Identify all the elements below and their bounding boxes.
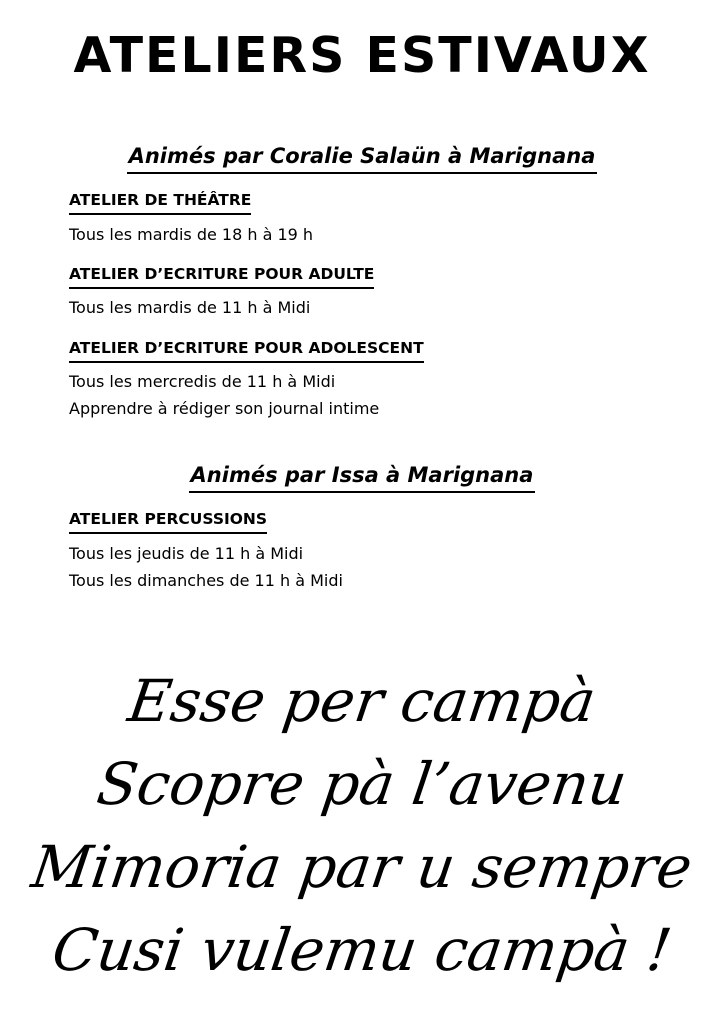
section-heading-issa: [0, 460, 724, 493]
poem-line-1: Esse per campà: [124, 667, 600, 735]
section-heading-text: Animés par Issa à Marignana: [189, 462, 536, 493]
atelier-title-percussions: ATELIER PERCUSSIONS: [69, 509, 267, 534]
atelier-schedule: Tous les jeudis de 11 h à Midi: [69, 544, 304, 563]
atelier-schedule: Tous les mercredis de 11 h à Midi: [69, 372, 336, 391]
page-title: ATELIERS ESTIVAUX: [73, 27, 651, 84]
atelier-description: Apprendre à rédiger son journal intime: [69, 399, 380, 418]
section-heading-text: Animés par Coralie Salaün à Marignana: [127, 143, 598, 174]
section-heading-coralie: [0, 141, 724, 174]
poem-line-4: Cusi vulemu campà !: [48, 916, 676, 984]
atelier-schedule: Tous les mardis de 18 h à 19 h: [69, 225, 314, 244]
atelier-schedule: Tous les dimanches de 11 h à Midi: [69, 571, 343, 590]
poem-line-2: Scopre pà l’avenu: [93, 750, 631, 818]
atelier-title-ecriture-adulte: ATELIER D’ECRITURE POUR ADULTE: [69, 264, 374, 289]
atelier-title-theatre: ATELIER DE THÉÂTRE: [69, 190, 251, 215]
atelier-schedule: Tous les mardis de 11 h à Midi: [69, 298, 311, 317]
poem-line-3: Mimoria par u sempre: [27, 833, 697, 901]
atelier-title-ecriture-adolescent: ATELIER D’ECRITURE POUR ADOLESCENT: [69, 338, 424, 363]
